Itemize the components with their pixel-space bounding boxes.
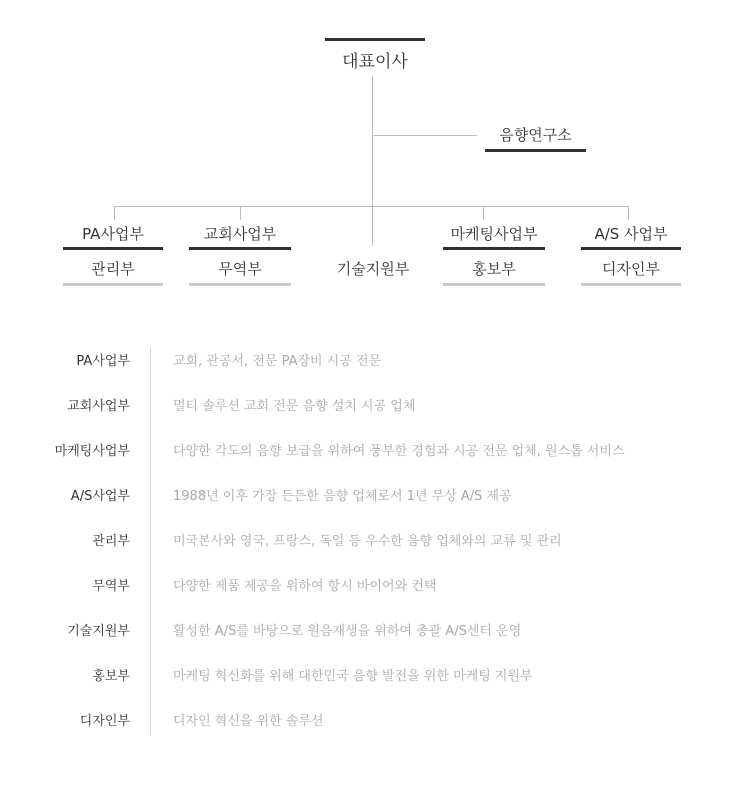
department-description: 디자인 혁신을 위한 솔루션 — [173, 714, 324, 729]
description-row — [0, 620, 750, 640]
dept-label: 무역부 — [218, 260, 262, 278]
drop-line-as — [628, 206, 629, 220]
description-row — [0, 575, 750, 595]
description-row — [0, 710, 750, 730]
department-name: 무역부 — [92, 579, 130, 594]
department-description: 1988년 이후 가장 든든한 음향 업체로서 1년 무상 A/S 제공 — [173, 489, 512, 504]
drop-line-marketing — [483, 206, 484, 220]
dept-label: 기술지원부 — [336, 260, 410, 278]
ceo-trunk-line — [372, 75, 373, 246]
department-name: 기술지원부 — [67, 624, 130, 639]
dept-pr-box — [443, 258, 545, 286]
department-name: PA사업부 — [76, 354, 130, 369]
dept-tech-support-box — [318, 258, 428, 285]
description-row — [0, 395, 750, 415]
ceo-box — [325, 38, 425, 72]
dept-design-box — [581, 258, 681, 286]
division-label: 마케팅사업부 — [450, 225, 538, 243]
dept-label: 관리부 — [91, 260, 135, 278]
dept-label: 홍보부 — [472, 260, 516, 278]
division-bus-line — [114, 206, 628, 207]
lab-branch-line — [372, 135, 477, 136]
department-name: 홍보부 — [92, 669, 130, 684]
description-row — [0, 665, 750, 685]
dept-admin-box — [63, 258, 163, 286]
department-name: 디자인부 — [79, 714, 130, 729]
drop-line-church — [240, 206, 241, 220]
department-description: 활성한 A/S를 바탕으로 원음재생을 위하여 총괄 A/S센터 운영 — [173, 624, 522, 639]
department-description: 교회, 관공서, 전문 PA장비 시공 전문 — [173, 354, 382, 369]
department-name: 관리부 — [92, 534, 130, 549]
lab-box — [485, 124, 586, 152]
dept-trade-box — [189, 258, 291, 286]
description-row — [0, 350, 750, 370]
department-name: 마케팅사업부 — [54, 444, 130, 459]
division-pa-box — [63, 223, 163, 250]
drop-line-pa — [114, 206, 115, 220]
dept-label: 디자인부 — [602, 260, 660, 278]
department-description: 멀티 솔루션 교회 전문 음향 설치 시공 업체 — [173, 399, 416, 414]
lab-label: 음향연구소 — [499, 126, 572, 144]
department-description: 미국본사와 영국, 프랑스, 독일 등 우수한 음향 업체와의 교류 및 관리 — [173, 534, 562, 549]
division-label: PA사업부 — [82, 225, 144, 243]
department-name: 교회사업부 — [67, 399, 130, 414]
department-description: 다양한 제품 제공을 위하여 항시 바이어와 컨택 — [173, 579, 437, 594]
division-marketing-box — [443, 223, 545, 250]
department-name: A/S사업부 — [70, 489, 130, 504]
division-label: 교회사업부 — [203, 225, 277, 243]
description-row — [0, 485, 750, 505]
division-church-box — [189, 223, 291, 250]
org-chart — [0, 0, 750, 300]
description-row — [0, 440, 750, 460]
description-row — [0, 530, 750, 550]
department-description: 마케팅 혁신화를 위해 대한민국 음향 발전을 위한 마케팅 지원부 — [173, 669, 533, 684]
division-label: A/S 사업부 — [594, 225, 668, 243]
department-description: 다양한 각도의 음향 보급을 위하여 풍부한 경험과 시공 전문 업체, 원스톱 서비스 — [173, 444, 625, 459]
division-as-box — [581, 223, 681, 250]
ceo-label: 대표이사 — [342, 52, 408, 72]
